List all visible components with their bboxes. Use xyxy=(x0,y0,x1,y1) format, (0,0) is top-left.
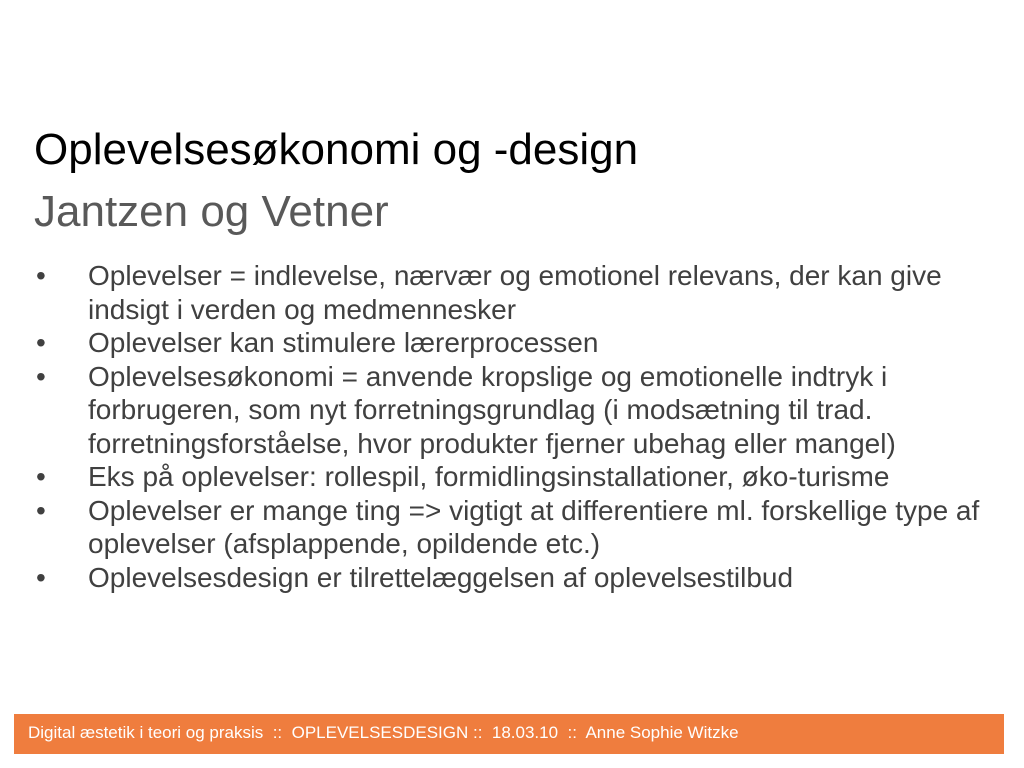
bullet-text: Oplevelser er mange ting => vigtigt at differentiere ml. forskellige type af oplevelser (afsplappende, opildende etc.) xyxy=(88,494,980,559)
footer-bar xyxy=(14,714,1004,754)
bullet-item xyxy=(30,494,1005,561)
slide-subtitle: Jantzen og Vetner xyxy=(34,187,389,236)
bullet-marker: • xyxy=(36,494,46,526)
bullet-marker: • xyxy=(36,327,46,358)
bullet-text: Oplevelsesøkonomi = anvende kropslige og emotionelle indtryk i forbrugeren, som nyt forretningsgrundlag (i modsætning til trad. forretningsforståelse, hvor produkter fjerner ubehag eller mangel) xyxy=(88,360,896,459)
bullet-text: Eks på oplevelser: rollespil, formidlingsinstallationer, øko-turisme xyxy=(88,461,890,492)
bullet-item xyxy=(30,460,1005,494)
bullet-marker: • xyxy=(36,260,46,291)
slide-title: Oplevelsesøkonomi og -design xyxy=(34,125,639,174)
bullet-marker: • xyxy=(36,561,46,593)
bullet-marker: • xyxy=(36,360,46,392)
bullet-text: Oplevelsesdesign er tilrettelæggelsen af oplevelsestilbud xyxy=(88,561,794,593)
bullet-item xyxy=(30,360,1005,461)
footer-text: Digital æstetik i teori og praksis :: OPLEVELSESDESIGN :: 18.03.10 :: Anne Sophie Witzke xyxy=(28,723,739,742)
bullet-text: Oplevelser = indlevelse, nærvær og emotionel relevans, der kan give indsigt i verden og medmennesker xyxy=(88,260,942,325)
bullet-item xyxy=(30,326,1005,360)
bullet-item xyxy=(30,259,1005,326)
bullet-marker: • xyxy=(36,461,46,492)
bullet-text: Oplevelser kan stimulere lærerprocessen xyxy=(88,327,599,358)
bullet-list xyxy=(30,259,1005,594)
bullet-item xyxy=(30,561,1005,595)
